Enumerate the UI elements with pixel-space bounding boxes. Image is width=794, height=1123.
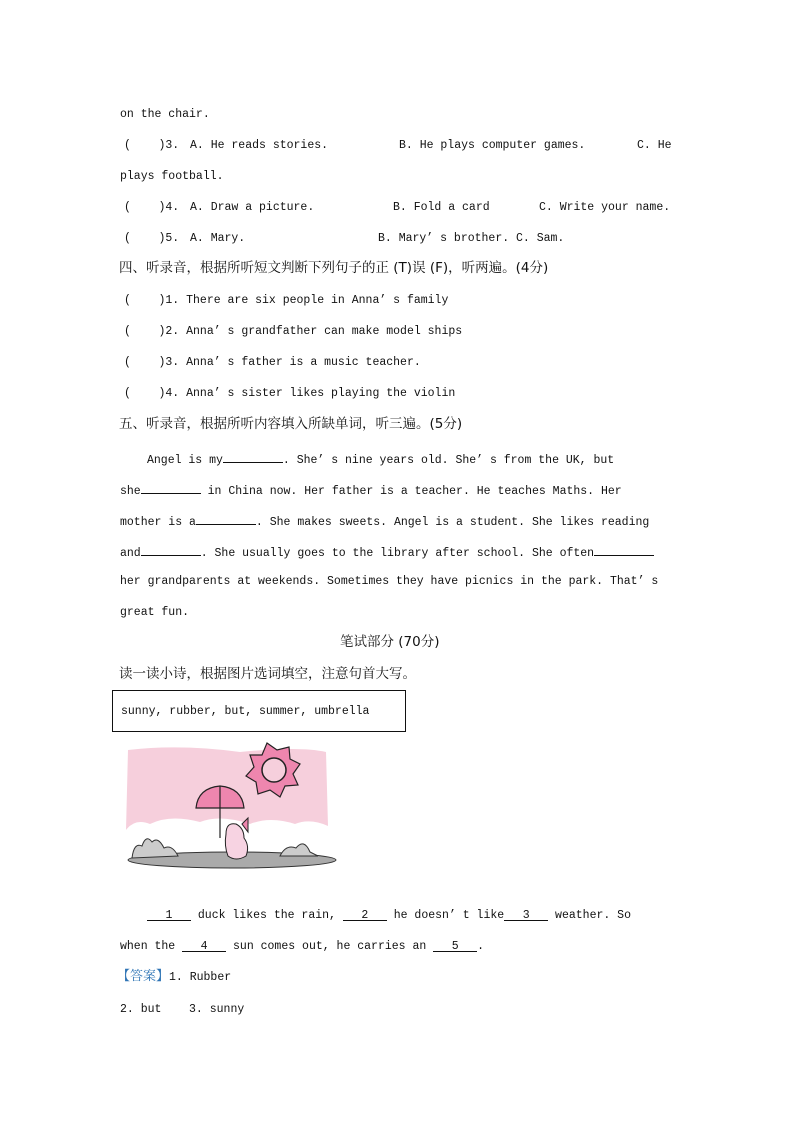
blank[interactable] [196,512,256,525]
blank[interactable] [141,481,201,494]
word-bank-box [112,690,406,732]
passage-line: her grandparents at weekends. Sometimes they have picnics in the park. That’ s [120,575,659,588]
word-bank: sunny, rubber, but, summer, umbrella [121,705,370,718]
blank-2[interactable]: 2 [343,908,387,921]
answer-2: 2. but [120,1003,162,1016]
answer-bracket[interactable]: ( )5. [124,232,180,245]
option-c: C. He [637,139,672,152]
instruction: 读一读小诗，根据图片选词填空，注意句首大写。 [119,666,416,682]
blank-4[interactable]: 4 [182,939,226,952]
passage-line [147,450,614,469]
text: duck likes the rain, [191,909,343,922]
blank[interactable] [141,543,201,556]
blank[interactable] [594,543,654,556]
answer-line [120,1002,244,1018]
duck-icon [225,818,248,859]
poem-line-2 [120,939,484,955]
passage-line [120,481,622,500]
text: mother is a [120,516,196,529]
section5-title: 五、听录音，根据所听内容填入所缺单词，听三遍。(5分) [119,416,463,432]
blank-5[interactable]: 5 [433,939,477,952]
passage-line [120,512,649,531]
option-c: C. Write your name. [539,201,671,214]
answer-bracket[interactable]: ( )3. [124,139,180,152]
answer-bracket[interactable]: ( )4. [124,201,180,214]
answer-1: 1. Rubber [169,971,232,984]
tf-item: ( )2. Anna’ s grandfather can make model ships [124,325,463,338]
text: . She’ s nine years old. She’ s from the UK, but [282,454,615,467]
option-c: C. Sam. [516,232,565,245]
tf-item: ( )4. Anna’ s sister likes playing the violin [124,387,456,400]
option-a: A. Mary. [190,232,246,245]
answer-label: 【答案】 [117,969,170,984]
option-b: B. He plays computer games. [399,139,586,152]
text: sun comes out, he carries an [226,940,434,953]
passage-line [120,543,654,562]
blank-3[interactable]: 3 [504,908,548,921]
q-continuation: on the chair. [120,108,210,121]
duck-umbrella-illustration [120,738,350,873]
poem-line-1 [147,908,631,924]
option-a: A. He reads stories. [190,139,329,152]
blank[interactable] [223,450,283,463]
option-c-cont: plays football. [120,170,224,183]
section4-title: 四、听录音，根据所听短文判断下列句子的正 (T)误 (F)，听两遍。(4分) [119,260,549,276]
passage-line: great fun. [120,606,190,619]
blank-1[interactable]: 1 [147,908,191,921]
option-a: A. Draw a picture. [190,201,315,214]
text: he doesn’ t like [386,909,505,922]
text: . She makes sweets. Angel is a student. She likes reading [255,516,650,529]
text: when the [120,940,183,953]
answer-line [117,969,231,986]
answer-3: 3. sunny [189,1003,245,1016]
tf-item: ( )3. Anna’ s father is a music teacher. [124,356,421,369]
text: . [477,940,485,953]
text: weather. So [548,909,631,922]
option-b: B. Fold a card [393,201,490,214]
text: . She usually goes to the library after school. She often [200,547,595,560]
written-section-title: 笔试部分 (70分) [340,634,440,650]
text: in China now. Her father is a teacher. He teaches Maths. Her [200,485,622,498]
text: Angel is my [147,454,223,467]
text: she [120,485,141,498]
option-b: B. Mary’ s brother. [378,232,510,245]
text: and [120,547,141,560]
tf-item: ( )1. There are six people in Anna’ s family [124,294,449,307]
